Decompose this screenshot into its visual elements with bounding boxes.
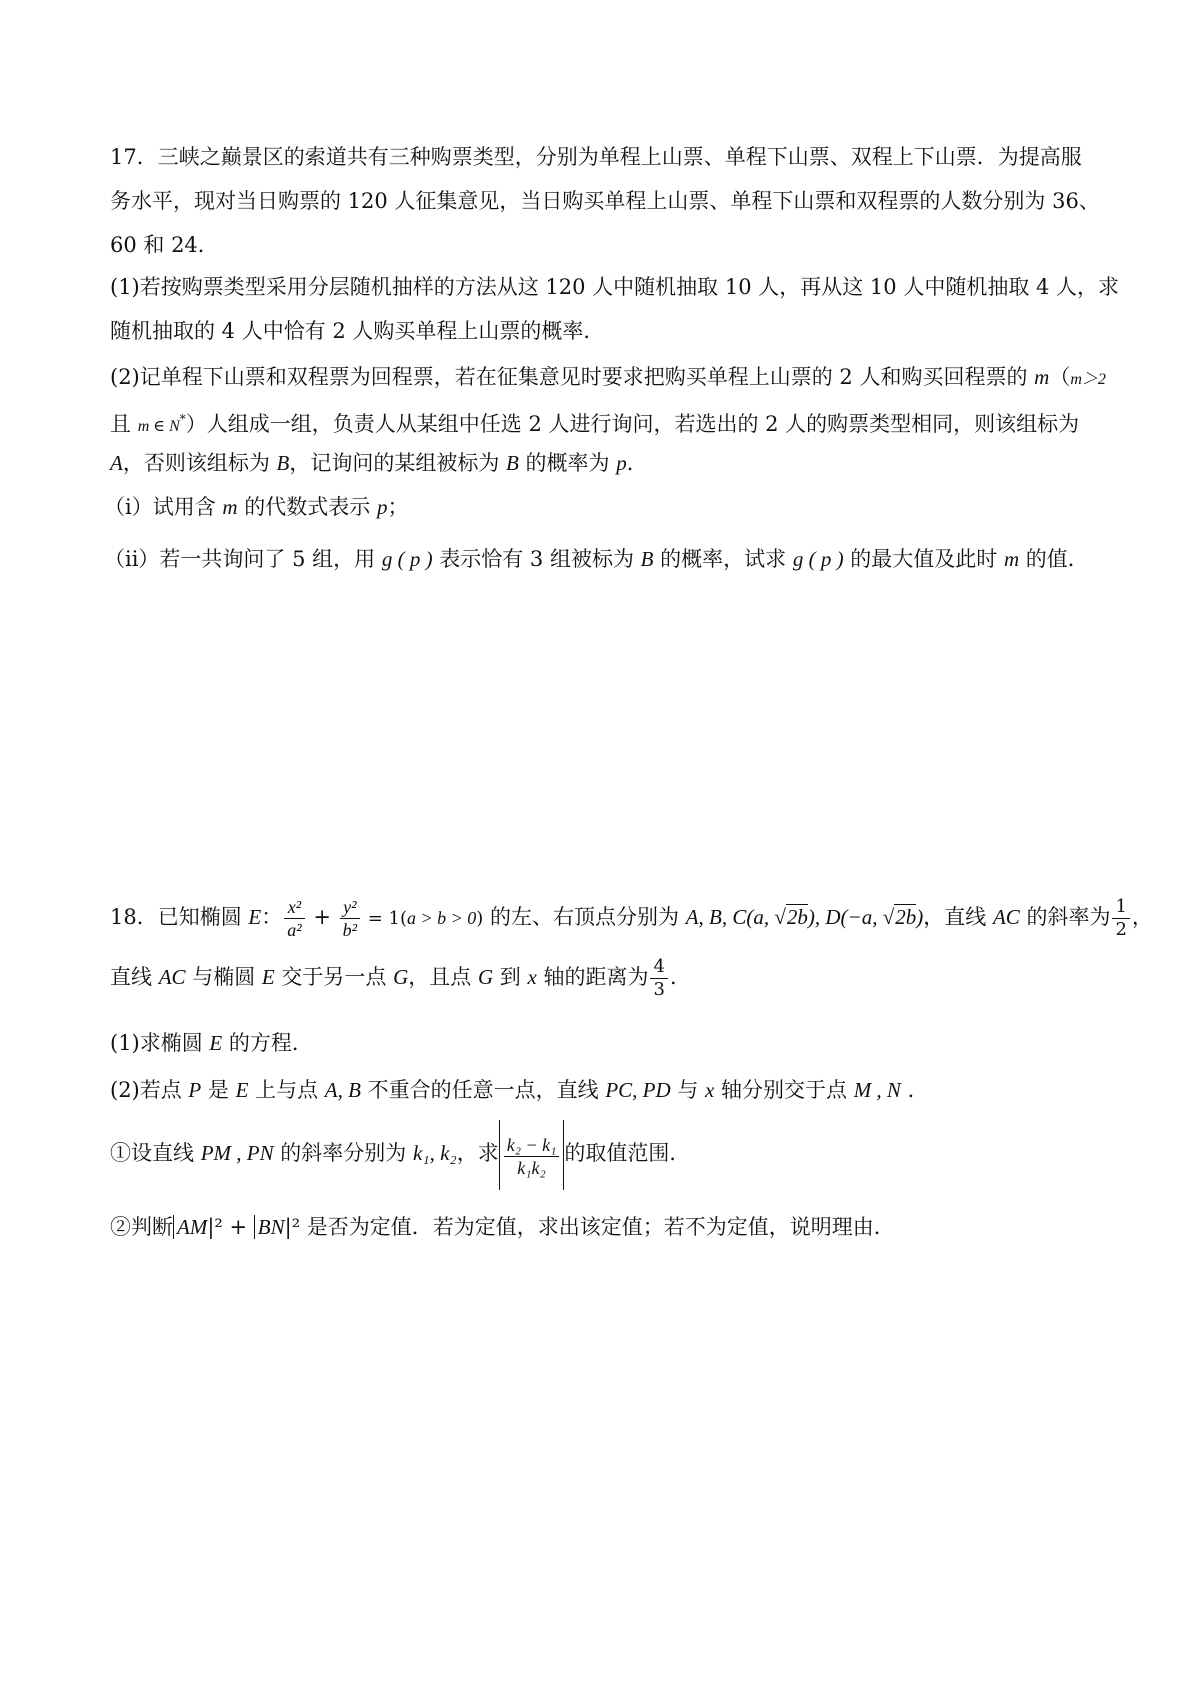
segment-am: AM xyxy=(173,1215,207,1239)
condition-a-gt-b-gt-0: a > b > 0 xyxy=(407,908,477,928)
squared: |² xyxy=(284,1215,301,1239)
var-E: E xyxy=(248,905,262,929)
q18-sub1-text-b: 的斜率分别为 xyxy=(273,1141,413,1165)
fraction-y2-b2 xyxy=(340,896,360,941)
fraction-denominator: 3 xyxy=(653,979,665,1000)
q18-sub1-text-c: ，求 xyxy=(456,1141,499,1165)
q17-part2-line-1 xyxy=(110,362,1106,395)
q18-text-2f: 轴的距离为 xyxy=(536,965,649,989)
q17-part1-text-1: (1)若按购票类型采用分层随机抽样的方法从这 120 人中随机抽取 10 人，再从这 10 人中随机抽取 4 人，求 xyxy=(110,275,1120,299)
condition-m-gt-2: m＞2 xyxy=(1070,371,1106,388)
q18-text-1b: 的左、右顶点分别为 xyxy=(483,905,686,929)
squared-plus: |² + xyxy=(207,1215,254,1239)
fraction-x2-a2 xyxy=(284,896,304,941)
q17-part2-text-3d: ，记询问的某组被标为 xyxy=(289,451,507,475)
q18-text-2d: ，且点 xyxy=(408,965,478,989)
func-g-p: g ( p ) xyxy=(792,547,844,571)
q17-text-3: 60 和 24． xyxy=(110,233,219,257)
line-ac: AC xyxy=(992,905,1020,929)
q18-part2-text-b: 是 xyxy=(201,1078,236,1102)
sqrt-2b: 2b xyxy=(786,905,808,929)
var-G: G xyxy=(477,965,494,989)
period: ． xyxy=(669,965,691,989)
q18-sub2-text-a: ②判断 xyxy=(110,1215,173,1239)
lines-pm-pn: PM , PN xyxy=(200,1141,274,1165)
var-x: x xyxy=(527,965,537,989)
paren-open: （ xyxy=(1049,365,1071,389)
var-B: B xyxy=(640,547,654,571)
sub-i-text-a: （i）试用含 xyxy=(104,495,223,519)
var-B: B xyxy=(276,451,290,475)
q18-text-2c: 交于另一点 xyxy=(274,965,394,989)
var-B: B xyxy=(506,451,519,475)
abs-value-expression xyxy=(499,1120,565,1190)
plus-sign: + xyxy=(306,905,338,929)
q18-part1 xyxy=(110,1028,1100,1058)
var-P: P xyxy=(188,1078,202,1102)
q18-part1-text-b: 的方程． xyxy=(222,1031,313,1055)
var-G: G xyxy=(393,965,409,989)
var-m: m xyxy=(222,495,238,519)
q18-text-1a: 18．已知椭圆 xyxy=(110,905,249,929)
fraction-denominator: b² xyxy=(342,920,357,940)
sqrt-2b: 2b xyxy=(895,905,917,929)
q18-part2-text-e: 与 xyxy=(670,1078,705,1102)
q17-sub-i xyxy=(104,492,1094,522)
sub-ii-text-b: 表示恰有 3 组被标为 xyxy=(432,547,641,571)
coords-c-a: (a, √ xyxy=(746,905,786,929)
q17-part2-text-3b: ，否则该组标为 xyxy=(122,451,277,475)
q18-part2-text-d: 不重合的任意一点，直线 xyxy=(360,1078,606,1102)
fraction-slopes xyxy=(504,1134,560,1179)
line-ac: AC xyxy=(158,965,186,989)
coords-d-a: ), D(−a, √ xyxy=(807,905,895,929)
fraction-four-thirds xyxy=(650,956,667,1001)
sub-i-text-b: 的代数式表示 xyxy=(237,495,377,519)
var-m: m xyxy=(1003,547,1020,571)
q18-part2 xyxy=(110,1075,1100,1105)
q17-part2-line-3 xyxy=(110,448,1100,478)
fraction-denominator: k₁k₂ xyxy=(517,1157,546,1178)
superscript-star: * xyxy=(179,412,186,426)
var-E: E xyxy=(235,1078,249,1102)
q18-text-1d: 的斜率为 xyxy=(1019,905,1111,929)
q18-sub2-text-b: 是否为定值．若为定值，求出该定值；若不为定值，说明理由． xyxy=(300,1215,895,1239)
fraction-numerator: 1 xyxy=(1112,896,1129,919)
fraction-denominator: 2 xyxy=(1115,919,1127,940)
q17-part2-text-2b: ）人组成一组，负责人从某组中任选 2 人进行询问，若选出的 2 人的购票类型相同，则该组标为 xyxy=(185,412,1080,436)
q17-text-2: 务水平，现对当日购票的 120 人征集意见，当日购买单程上山票、单程下山票和双程票的人数分别为 36、 xyxy=(110,189,1100,213)
q18-text-2e: 到 xyxy=(493,965,528,989)
q17-sub-ii xyxy=(104,544,1094,574)
period: ． xyxy=(900,1078,929,1102)
fraction-numerator: 4 xyxy=(650,956,667,979)
q18-sub1-text-a: ①设直线 xyxy=(110,1141,201,1165)
q17-part1-line-2 xyxy=(110,316,1100,346)
paren-close: ) xyxy=(916,905,924,929)
var-A: A xyxy=(110,451,123,475)
q18-part2-text-c: 上与点 xyxy=(248,1078,325,1102)
points-mn: M , N xyxy=(853,1078,901,1102)
q18-part2-text-f: 轴分别交于点 xyxy=(714,1078,854,1102)
paren-close: ) xyxy=(476,908,484,929)
colon: ： xyxy=(261,905,283,929)
q18-part2-text-a: (2)若点 xyxy=(110,1078,189,1102)
condition-m-in-n: m ∈ N xyxy=(137,418,180,435)
fraction-denominator: a² xyxy=(287,920,302,940)
var-m: m xyxy=(1034,365,1050,389)
lines-pc-pd: PC, PD xyxy=(605,1078,671,1102)
fraction-numerator: y² xyxy=(340,896,360,919)
slopes-k1-k2: k₁, k₂ xyxy=(412,1141,457,1165)
q18-text-2b: 与椭圆 xyxy=(185,965,262,989)
var-p: p xyxy=(376,495,388,519)
fraction-numerator: k₂ − k₁ xyxy=(504,1134,560,1157)
sub-ii-text-c: 的概率，试求 xyxy=(653,547,793,571)
fraction-numerator: x² xyxy=(284,896,304,919)
sub-ii-text-a: （ii）若一共询问了 5 组，用 xyxy=(104,547,382,571)
points-abc: A, B, C xyxy=(685,905,747,929)
q17-text-1: 17．三峡之巅景区的索道共有三种购票类型，分别为单程上山票、单程下山票、双程上下山票．为提高服 xyxy=(110,145,1082,169)
q18-line-2 xyxy=(110,950,1100,1004)
q17-line-2 xyxy=(110,186,1100,216)
sub-ii-text-e: 的值． xyxy=(1019,547,1089,571)
equals-one: = 1( xyxy=(362,908,407,929)
q17-part2-text-2a: 且 xyxy=(110,412,138,436)
points-ab: A, B xyxy=(324,1078,361,1102)
q17-part1-line-1 xyxy=(110,272,1120,302)
q17-part1-text-2: 随机抽取的 4 人中恰有 2 人购买单程上山票的概率． xyxy=(110,319,605,343)
q18-sub1-text-d: 的取值范围． xyxy=(564,1141,691,1165)
sub-ii-text-d: 的最大值及此时 xyxy=(843,547,1004,571)
q17-part2-text-1a: (2)记单程下山票和双程票为回程票，若在征集意见时要求把购买单程上山票的 2 人和购买回程票的 xyxy=(110,365,1035,389)
q17-part2-text-3f: 的概率为 xyxy=(518,451,617,475)
q17-line-1 xyxy=(110,142,1100,172)
q18-sub-2 xyxy=(110,1212,1100,1242)
q18-part1-text-a: (1)求椭圆 xyxy=(110,1031,210,1055)
sub-i-text-c: ； xyxy=(387,495,409,519)
var-x: x xyxy=(705,1078,715,1102)
segment-bn: BN xyxy=(254,1215,285,1239)
q18-text-2a: 直线 xyxy=(110,965,159,989)
var-E: E xyxy=(209,1031,223,1055)
q18-line-1 xyxy=(110,890,1153,946)
func-g-p: g ( p ) xyxy=(381,547,433,571)
comma: ， xyxy=(1131,905,1153,929)
q18-text-1c: ，直线 xyxy=(923,905,993,929)
fraction-one-half xyxy=(1112,896,1129,941)
q18-sub-1 xyxy=(110,1118,1100,1190)
var-E: E xyxy=(261,965,275,989)
period: ． xyxy=(626,451,648,475)
q17-line-3 xyxy=(110,230,1100,260)
q17-part2-line-2 xyxy=(110,404,1100,442)
var-p: p xyxy=(616,451,627,475)
